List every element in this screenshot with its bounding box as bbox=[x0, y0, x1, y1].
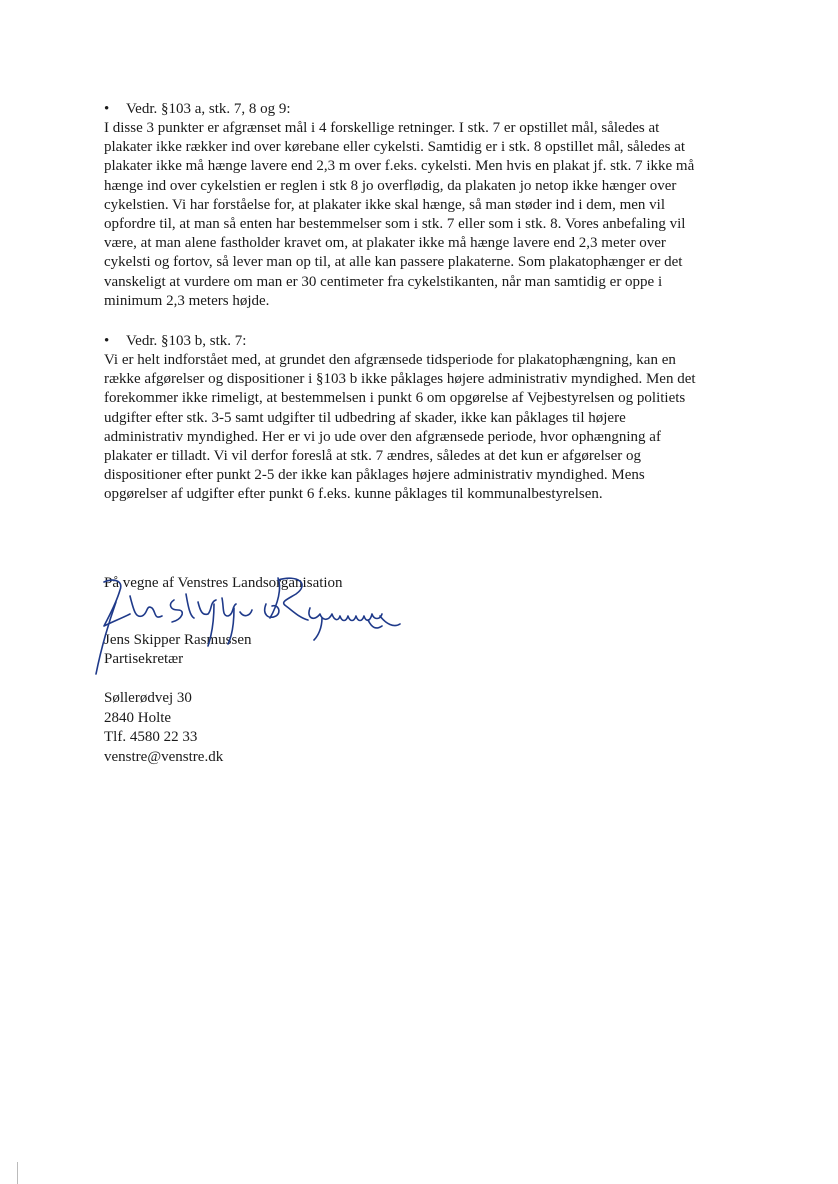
paragraph-line: I disse 3 punkter er afgrænset mål i 4 forskellige retninger. I stk. 7 er opstillet mål, således at bbox=[104, 120, 660, 136]
paragraph-line: cykelstien. Vi har forståelse for, at plakater ikke skal hænge, så man støder ind i dem, men vil bbox=[104, 196, 665, 213]
section-heading bbox=[104, 332, 734, 351]
address-email: venstre@venstre.dk bbox=[104, 748, 224, 765]
signer-name: Jens Skipper Rasmussen bbox=[104, 632, 252, 648]
heading-text: Vedr. §103 a, stk. 7, 8 og 9: bbox=[126, 101, 291, 117]
paragraph-line: minimum 2,3 meters højde. bbox=[104, 292, 270, 309]
address-phone: Tlf. 4580 22 33 bbox=[104, 729, 198, 745]
paragraph-line: række afgørelser og dispositioner i §103 b ikke påklages højere administrativ myndighed. Men det bbox=[104, 371, 696, 388]
paragraph-line: være, at man alene fastholder kravet om, at plakater ikke må hænge lavere end 2,3 meter over bbox=[104, 235, 666, 252]
heading-text: Vedr. §103 b, stk. 7: bbox=[126, 333, 247, 349]
paragraph-line: plakater ikke rækker ind over kørebane eller cykelsti. Samtidig er i stk. 8 opstillet mål, således at bbox=[104, 139, 686, 156]
paragraph-line: administrativ myndighed. Her er vi jo ude over den afgrænsede periode, hvor ophængning af bbox=[104, 428, 661, 445]
paragraph-line: plakater ikke må hænge lavere end 2,3 m over f.eks. cykelsti. Men hvis en plakat jf. stk. 7 ikke må bbox=[104, 158, 695, 175]
section-103b bbox=[104, 332, 734, 505]
section-103a bbox=[104, 100, 734, 311]
paragraph-line: opfordre til, at man så enten har bestemmelser som i stk. 7 eller som i stk. 8. Vores anbefaling vil bbox=[104, 216, 686, 233]
address-street: Søllerødvej 30 bbox=[104, 690, 192, 706]
paragraph-line: plakater er tilladt. Vi vil derfor foreslå at stk. 7 ændres, således at det kun er afgørelser og bbox=[104, 448, 641, 465]
paragraph-line: hænge ind over cykelstien er reglen i stk 8 jo overflødig, da plakaten jo netop ikke hænger over bbox=[104, 177, 677, 194]
paragraph-line: cykelsti og fortov, så lever man op til, at alle kan passere plakaterne. Som plakatophænger er det bbox=[104, 254, 683, 271]
paragraph-line: forekommer ikke rimeligt, at bestemmelsen i punkt 6 om opgørelse af Vejbestyrelsen og politiets bbox=[104, 390, 686, 407]
bullet-icon: • bbox=[104, 101, 110, 117]
address-city: 2840 Holte bbox=[104, 709, 172, 726]
paragraph-line: opgørelser af udgifter efter punkt 6 f.eks. kunne påklages til kommunalbestyrelsen. bbox=[104, 486, 603, 503]
signer-title: Partisekretær bbox=[104, 651, 184, 667]
paragraph-line: Vi er helt indforstået med, at grundet den afgrænsede tidsperiode for plakatophængning, kan en bbox=[104, 352, 676, 368]
handwritten-signature-icon bbox=[82, 574, 402, 684]
scan-margin-mark bbox=[17, 1162, 18, 1184]
on-behalf-text: På vegne af Venstres Landsorganisation bbox=[104, 575, 343, 591]
section-heading bbox=[104, 100, 734, 119]
paragraph-line: udgifter efter stk. 3-5 samt udgifter til udbedring af skader, ikke kan påklages til højere bbox=[104, 409, 626, 426]
address-block bbox=[104, 689, 223, 767]
paragraph-line: vanskeligt at vurdere om man er 30 centimeter fra cykelstikanten, når man samtidig er oppe i bbox=[104, 273, 663, 290]
paragraph-line: dispositioner efter punkt 2-5 der ikke kan påklages højere administrativ myndighed. Mens bbox=[104, 467, 645, 484]
bullet-icon: • bbox=[104, 333, 110, 349]
